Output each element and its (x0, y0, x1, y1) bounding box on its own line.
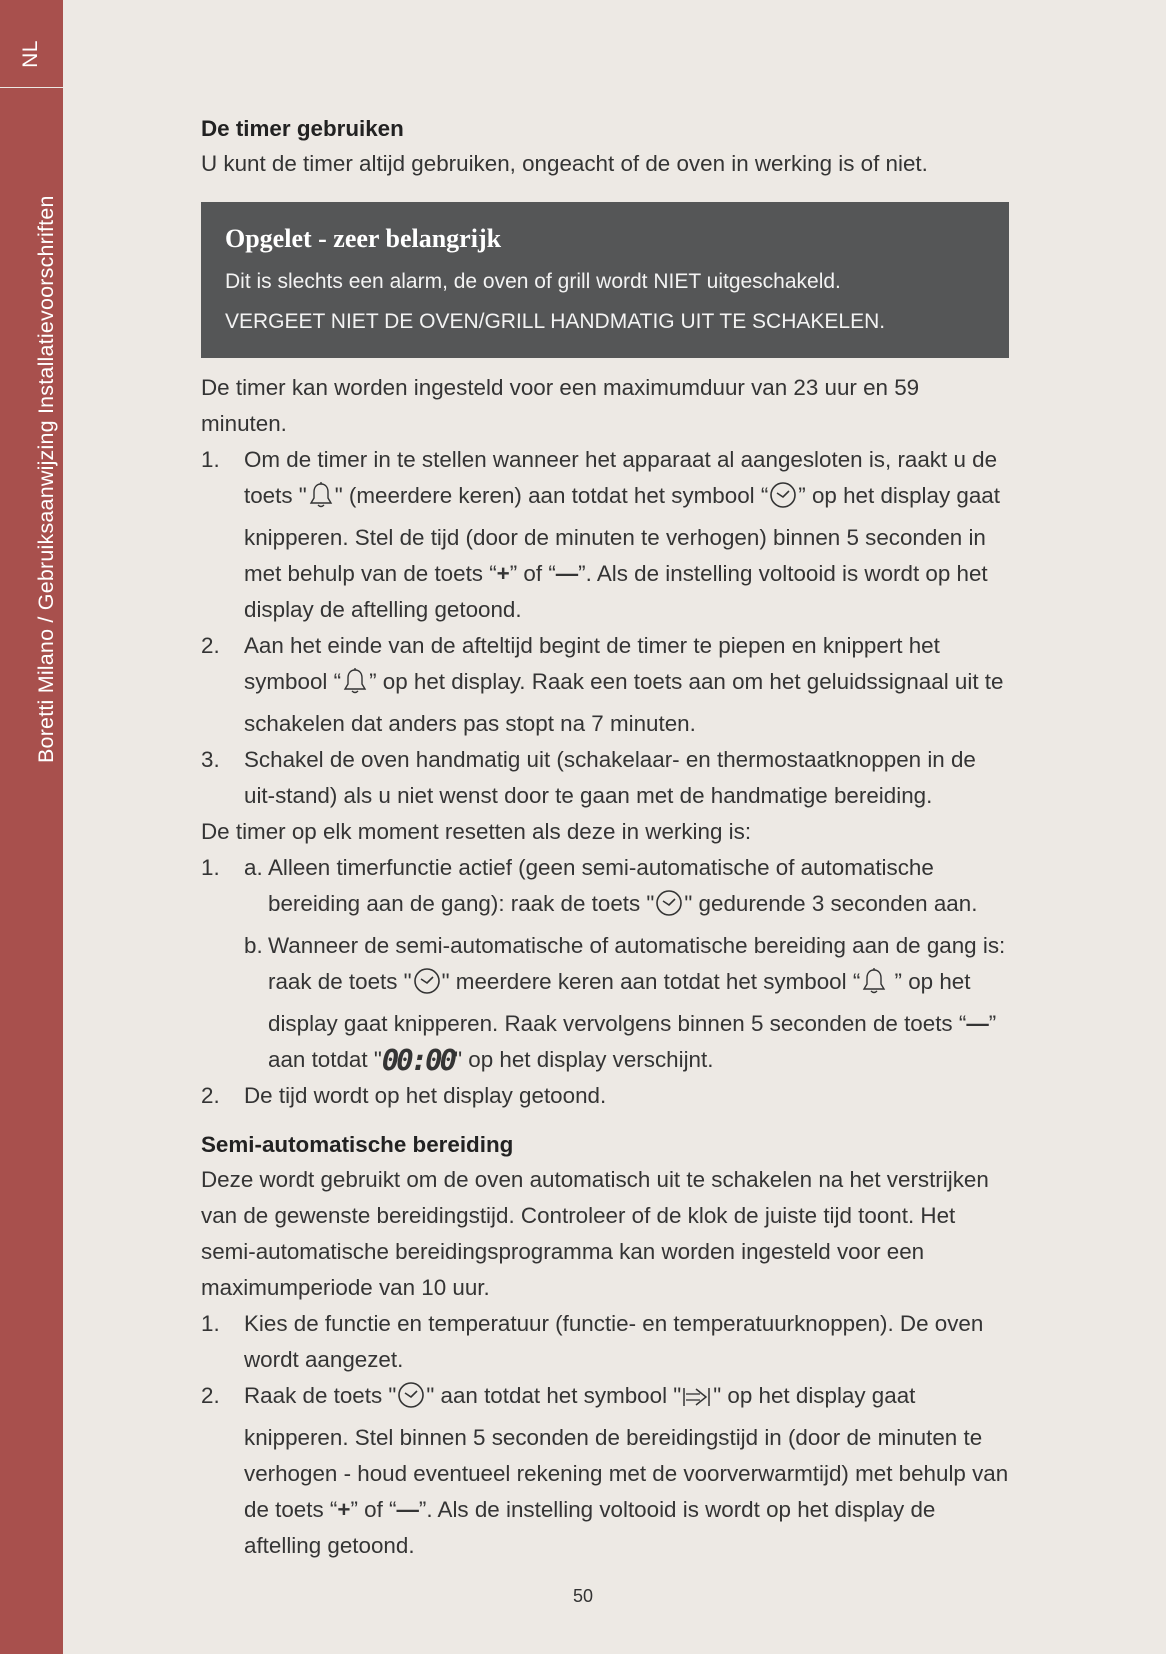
sub-item-a (244, 850, 1009, 928)
list-item (201, 1078, 1009, 1114)
sub-label: b. (244, 933, 263, 958)
minus-key: — (966, 1011, 989, 1036)
list-item (201, 1378, 1009, 1564)
list-item (201, 850, 1009, 1078)
list-number: 3. (201, 747, 220, 772)
sub-item-b (244, 928, 1009, 1078)
warning-title: Opgelet - zeer belangrijk (225, 224, 502, 253)
reset-intro: De timer op elk moment resetten als deze in werking is: (201, 819, 752, 844)
step-text: ”. Als de instelling voltooid is wordt op het display de aftelling getoond. (244, 1497, 936, 1558)
warning-box (201, 202, 1009, 358)
list-number: 2. (201, 1083, 220, 1108)
page-number: 50 (572, 1586, 594, 1606)
minus-key: — (396, 1497, 419, 1522)
clock-icon (397, 1381, 425, 1420)
step-text: " gedurende 3 seconden aan. (684, 891, 978, 916)
step-text: ” op het display. Raak een toets aan om het geluidssignaal uit te schakelen dat anders pas stopt na 7 minuten. (244, 669, 1004, 736)
clock-icon (413, 967, 441, 1006)
step-text: " aan totdat het symbool " (426, 1383, 682, 1408)
semi-heading: Semi-automatische bereiding (201, 1132, 514, 1157)
clock-icon (769, 481, 797, 520)
list-item (201, 1306, 1009, 1378)
step-text: Raak de toets " (244, 1383, 397, 1408)
list-number: 1. (201, 1311, 220, 1336)
language-tab (0, 0, 63, 88)
list-number: 1. (201, 447, 220, 472)
step-text: Aan het einde van de afteltijd begint de timer te piepen en knippert het symbool “ (244, 633, 940, 694)
page-content (201, 112, 1009, 1564)
warning-line-1: Dit is slechts een alarm, de oven of grill wordt NIET uitgeschakeld. (225, 270, 841, 293)
step-text: " meerdere keren aan totdat het symbool “ (441, 969, 861, 994)
step-text: Alleen timerfunctie actief (geen semi-automatische of automatische bereiding aan de gang): raak de toets " (268, 855, 934, 916)
language-label: NL (19, 40, 42, 68)
display-reading: 00:00 (381, 1043, 455, 1077)
bell-icon (861, 967, 887, 1006)
step-text: ” of “ (509, 561, 556, 586)
sub-label: a. (244, 855, 263, 880)
timer-intro: U kunt de timer altijd gebruiken, ongeacht of de oven in werking is of niet. (201, 151, 928, 176)
bell-icon (342, 667, 368, 706)
step-text: De tijd wordt op het display getoond. (244, 1083, 607, 1108)
list-item (201, 628, 1009, 742)
step-text: Schakel de oven handmatig uit (schakelaar- en thermostaatknoppen in de uit-stand) als u niet wenst door te gaan met de handmatige bereiding. (244, 747, 976, 808)
warning-line-2: VERGEET NIET DE OVEN/GRILL HANDMATIG UIT TE SCHAKELEN. (225, 310, 886, 333)
reset-steps (201, 850, 1009, 1114)
step-text: " (meerdere keren) aan totdat het symbool “ (334, 483, 769, 508)
step-text: " op het display verschijnt. (454, 1047, 714, 1072)
step-text: " op het display gaat knipperen. Stel binnen 5 seconden de bereidingstijd in (door de minuten te verhogen - houd eventueel rekening met de voorverwarmtijd) met behulp van de toets “ (244, 1383, 1009, 1522)
list-number: 2. (201, 1383, 220, 1408)
step-text: ” of “ (350, 1497, 397, 1522)
step-text: Wanneer de semi-automatische of automatische bereiding aan de gang is: raak de toets " (268, 933, 1006, 994)
bell-icon (308, 481, 334, 520)
step-text: ” aan totdat " (268, 1011, 997, 1072)
list-item (201, 442, 1009, 628)
step-text: Kies de functie en temperatuur (functie- en temperatuurknoppen). De oven wordt aangezet. (244, 1311, 984, 1372)
list-number: 2. (201, 633, 220, 658)
semi-intro: Deze wordt gebruikt om de oven automatisch uit te schakelen na het verstrijken van de gewenste bereidingstijd. Controleer of de klok de juiste tijd toont. Het semi-automatische bereidingsprogramma kan worden ingesteld voor een maximumperiode van 10 uur. (201, 1167, 989, 1300)
step-text: ”. Als de instelling voltooid is wordt op het display de aftelling getoond. (244, 561, 988, 622)
step-text: ” op het display gaat knipperen. Raak vervolgens binnen 5 seconden de toets “ (268, 969, 971, 1036)
timer-heading: De timer gebruiken (201, 116, 404, 141)
plus-key: + (337, 1497, 351, 1522)
clock-icon (655, 889, 683, 928)
sidebar (0, 0, 63, 1654)
sidebar-title: Boretti Milano / Gebruiksaanwijzing Installatievoorschriften (34, 195, 58, 763)
plus-key: + (496, 561, 510, 586)
semi-steps (201, 1306, 1009, 1564)
timer-max-text: De timer kan worden ingesteld voor een maximumduur van 23 uur en 59 minuten. (201, 375, 920, 436)
step-text: Om de timer in te stellen wanneer het apparaat al aangesloten is, raakt u de toets " (244, 447, 998, 508)
timer-steps (201, 442, 1009, 814)
list-number: 1. (201, 855, 220, 880)
cooking-end-icon (682, 1384, 712, 1420)
minus-key: — (555, 561, 579, 586)
list-item (201, 742, 1009, 814)
step-text: ” op het display gaat knipperen. Stel de tijd (door de minuten te verhogen) binnen 5 seconden in met behulp van de toets “ (244, 483, 1000, 586)
